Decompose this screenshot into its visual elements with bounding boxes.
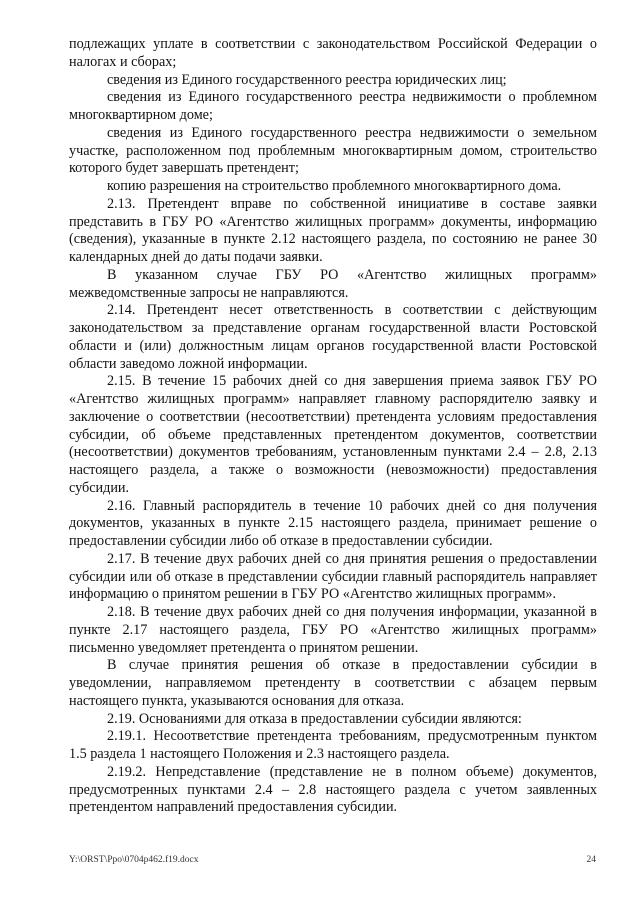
footer-page-number: 24 <box>586 855 596 865</box>
paragraph-2-13: 2.13. Претендент вправе по собственной инициативе в составе заявки представить в ГБУ РО «Агентство жилищных программ» документы, информацию (сведения), указанные в пункте 2.12 настоящего раздела, по состоянию не ранее 30 календарных дней до даты подачи заявки. <box>69 195 597 265</box>
paragraph-2-19-2: 2.19.2. Непредставление (представление не в полном объеме) документов, предусмотренных пунктами 2.4 – 2.8 настоящего раздела с учетом заявленных претендентом направлений предоставления субсидии. <box>69 763 597 816</box>
paragraph-2-18: 2.18. В течение двух рабочих дней со дня получения информации, указанной в пункте 2.17 настоящего раздела, ГБУ РО «Агентство жилищных программ» письменно уведомляет претендента о принятом решении. <box>69 604 597 656</box>
document-body <box>69 36 597 817</box>
paragraph-2-13-note: В указанном случае ГБУ РО «Агентство жилищных программ» межведомственные запросы не направляются. <box>69 266 597 301</box>
paragraph-egrn-land: сведения из Единого государственного реестра недвижимости о земельном участке, расположенном под проблемным многоквартирным домом, строительство которого будет завершать претендент; <box>69 124 597 177</box>
paragraph-2-15: 2.15. В течение 15 рабочих дней со дня завершения приема заявок ГБУ РО «Агентство жилищных программ» направляет главному распорядителю заявку и заключение о соответствии (несоответствии) претендента условиям предоставления субсидии, об объеме представленных претендентом документов, соответствии (несоответствии) документов требованиям, установленным пунктами 2.4 – 2.8, 2.13 настоящего раздела, а также о возможности (невозможности) предоставления субсидии. <box>69 373 597 496</box>
paragraph-2-18-refusal: В случае принятия решения об отказе в предоставлении субсидии в уведомлении, направляемом претенденту в соответствии с абзацем первым настоящего пункта, указываются основания для отказа. <box>69 657 597 709</box>
paragraph-2-19-1: 2.19.1. Несоответствие претендента требованиям, предусмотренным пунктом 1.5 раздела 1 настоящего Положения и 2.3 настоящего раздела. <box>69 728 597 762</box>
paragraph-2-17: 2.17. В течение двух рабочих дней со дня принятия решения о предоставлении субсидии или об отказе в представлении субсидии главный распорядитель направляет информацию о принятом решении в ГБУ РО «Агентство жилищных программ». <box>69 550 597 603</box>
footer-file-path: Y:\ORST\Ppo\0704p462.f19.docx <box>69 855 199 865</box>
paragraph-2-19: 2.19. Основаниями для отказа в предоставлении субсидии являются: <box>107 710 522 727</box>
paragraph-2-14: 2.14. Претендент несет ответственность в соответствии с действующим законодательством за представление органам государственной власти Ростовской области и (или) должностным лицам органов государственной власти Ростовской области заведомо ложной информации. <box>69 302 597 372</box>
paragraph-continuation: подлежащих уплате в соответствии с законодательством Российской Федерации о налогах и сборах; <box>69 36 597 70</box>
paragraph-2-16: 2.16. Главный распорядитель в течение 10 рабочих дней со дня получения документов, указанных в пункте 2.15 настоящего раздела, принимает решение о предоставлении субсидии либо об отказе в предоставлении субсидии. <box>69 497 597 549</box>
paragraph-permit-copy: копию разрешения на строительство проблемного многоквартирного дома. <box>107 178 562 194</box>
paragraph-egrn-building: сведения из Единого государственного реестра недвижимости о проблемном многоквартирном доме; <box>69 89 597 123</box>
paragraph-egrul: сведения из Единого государственного реестра юридических лиц; <box>107 71 507 88</box>
